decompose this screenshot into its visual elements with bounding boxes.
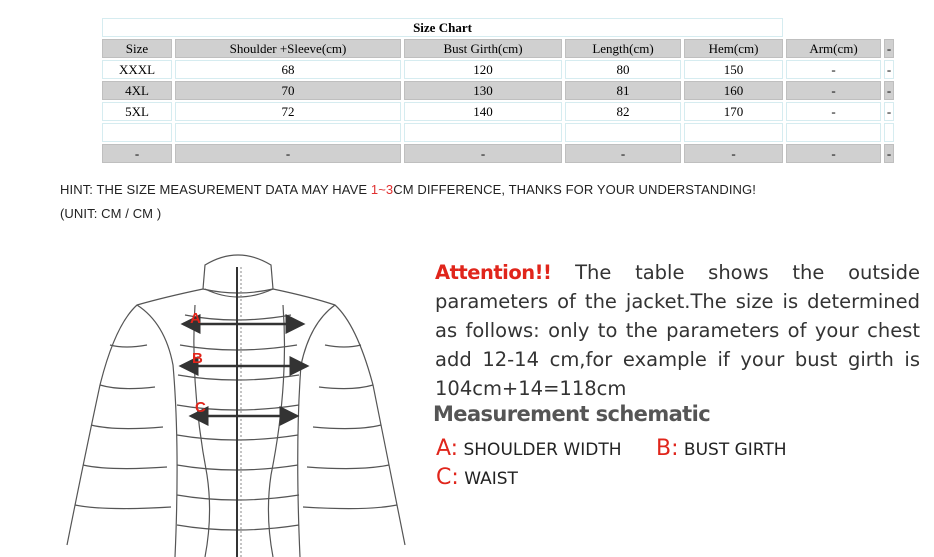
table-cell: 4XL xyxy=(102,81,172,100)
schematic-title: Measurement schematic xyxy=(433,402,711,426)
table-cell: 81 xyxy=(565,81,681,100)
hint-text-end: CM DIFFERENCE, THANKS FOR YOUR UNDERSTANDING! xyxy=(393,182,756,197)
label-b: B xyxy=(192,350,203,367)
header-length: Length(cm) xyxy=(565,39,681,58)
table-cell xyxy=(404,123,562,142)
legend-text-a: SHOULDER WIDTH xyxy=(463,440,622,460)
header-size: Size xyxy=(102,39,172,58)
header-shoulder-sleeve: Shoulder +Sleeve(cm) xyxy=(175,39,401,58)
size-chart-title: Size Chart xyxy=(102,18,783,37)
table-cell: 82 xyxy=(565,102,681,121)
table-cell: - xyxy=(884,144,894,163)
unit-note: (UNIT: CM / CM ) xyxy=(60,206,162,221)
hint-line xyxy=(60,182,756,197)
table-cell: 70 xyxy=(175,81,401,100)
table-header-row xyxy=(102,39,894,58)
table-cell: - xyxy=(786,60,881,79)
table-row xyxy=(102,81,894,100)
table-cell: 80 xyxy=(565,60,681,79)
attention-text: The table shows the outside parameters of the jacket.The size is determined as follows: only to the parameters of your chest add 12-14 cm,for example if your bust girth is 104cm+14=118cm xyxy=(435,261,920,400)
hint-text-start: HINT: THE SIZE MEASUREMENT DATA MAY HAVE xyxy=(60,182,371,197)
attention-block xyxy=(435,258,920,403)
legend-shoulder xyxy=(436,436,621,461)
label-a: A xyxy=(190,310,201,327)
label-c: C xyxy=(195,399,206,416)
table-row xyxy=(102,102,894,121)
hint-range: 1~3 xyxy=(370,182,394,197)
legend-waist xyxy=(436,465,518,490)
table-cell: - xyxy=(684,144,783,163)
legend-key-a: A: xyxy=(436,436,459,461)
size-chart-table xyxy=(99,16,897,165)
table-cell xyxy=(684,123,783,142)
table-cell xyxy=(786,123,881,142)
jacket-diagram xyxy=(55,245,415,557)
table-cell: - xyxy=(786,102,881,121)
table-cell: 120 xyxy=(404,60,562,79)
table-cell: - xyxy=(786,144,881,163)
table-cell: - xyxy=(565,144,681,163)
table-cell: 170 xyxy=(684,102,783,121)
legend-key-c: C: xyxy=(436,465,459,490)
table-cell xyxy=(565,123,681,142)
table-cell: 68 xyxy=(175,60,401,79)
table-cell: - xyxy=(102,144,172,163)
legend-text-b: BUST GIRTH xyxy=(683,440,787,460)
table-row xyxy=(102,144,894,163)
table-cell xyxy=(884,123,894,142)
table-cell: - xyxy=(175,144,401,163)
table-cell: 72 xyxy=(175,102,401,121)
table-cell: 5XL xyxy=(102,102,172,121)
table-cell: 140 xyxy=(404,102,562,121)
table-row xyxy=(102,123,894,142)
table-cell: - xyxy=(884,102,894,121)
header-arm: Arm(cm) xyxy=(786,39,881,58)
table-cell xyxy=(102,123,172,142)
legend-key-b: B: xyxy=(656,436,679,461)
table-cell: - xyxy=(884,81,894,100)
table-cell: - xyxy=(786,81,881,100)
header-hem: Hem(cm) xyxy=(684,39,783,58)
table-cell: - xyxy=(404,144,562,163)
table-row xyxy=(102,60,894,79)
table-cell: 150 xyxy=(684,60,783,79)
table-cell: 160 xyxy=(684,81,783,100)
table-cell: XXXL xyxy=(102,60,172,79)
table-cell xyxy=(175,123,401,142)
legend-bust xyxy=(656,436,787,461)
header-extra: - xyxy=(884,39,894,58)
table-cell: - xyxy=(884,60,894,79)
table-cell: 130 xyxy=(404,81,562,100)
legend-text-c: WAIST xyxy=(464,469,518,489)
header-bust-girth: Bust Girth(cm) xyxy=(404,39,562,58)
attention-label: Attention!! xyxy=(435,261,552,284)
